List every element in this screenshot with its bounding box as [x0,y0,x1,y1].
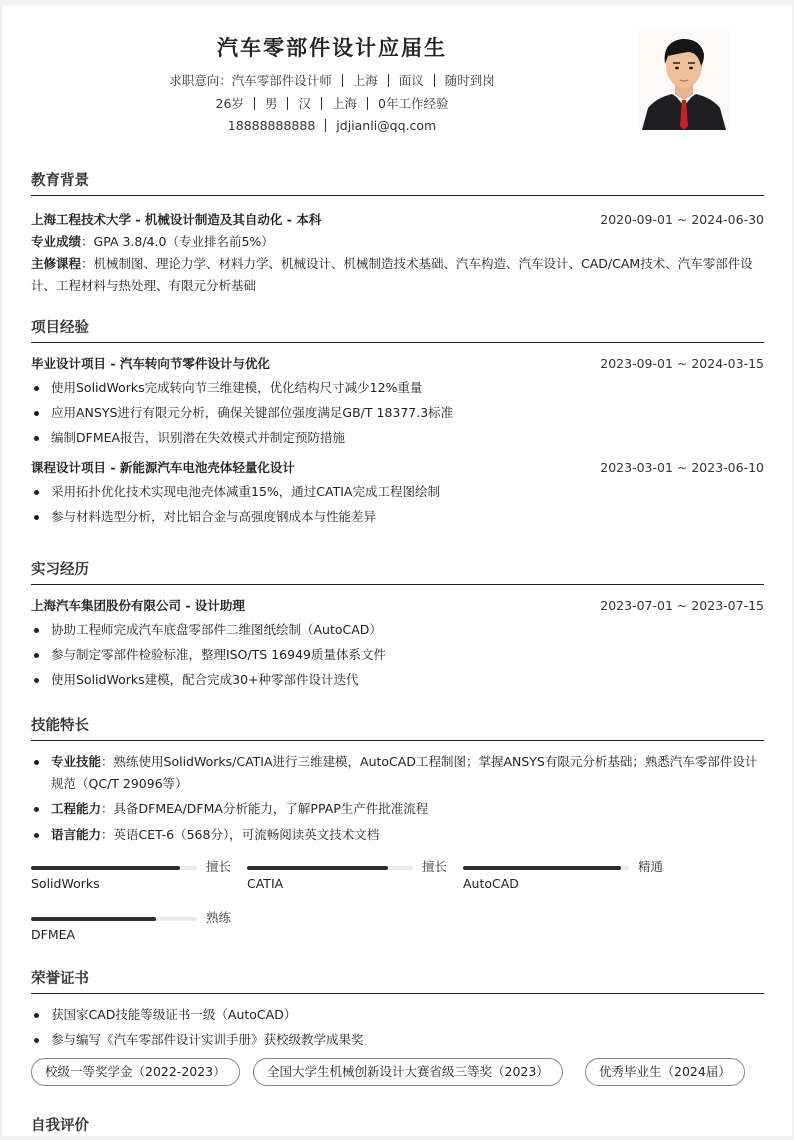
bar-level: 精通 [638,859,664,874]
bar-level: 熟练 [206,910,232,925]
dash: - [135,212,145,227]
bar-track [247,866,413,870]
email: jdjianli@qq.com [336,118,437,133]
courses-value: 机械制图、理论力学、材料力学、机械设计、机械制造技术基础、汽车构造、汽车设计、CAD/CAM技术、汽车零部件设计、工程材料与热处理、有限元分析基础 [31,256,753,293]
bar-track [31,917,197,921]
intent-label: 求职意向： [169,73,232,88]
internship-head [31,595,764,617]
degree: 本科 [296,212,322,227]
self-eval-section [31,1114,764,1140]
skills-section [31,714,764,968]
divider [434,74,435,87]
gender: 男 [264,96,278,111]
courses-label: 主修课程 [31,256,82,271]
phone: 18888888888 [227,118,316,133]
bar-fill [31,917,156,921]
resume-page [2,6,792,1136]
divider [388,74,389,87]
skill-label: 专业技能 [51,754,102,769]
bullet-item: 协助工程师完成汽车底盘零部件二维图纸绘制（AutoCAD） [31,617,764,642]
bar-fill [463,866,621,870]
bullet-item: 参与制定零部件检验标准，整理ISO/TS 16949质量体系文件 [31,642,764,667]
education-date: 2020-09-01 ~ 2024-06-30 [600,212,764,227]
bar-fill [247,866,388,870]
honors-title: 荣誉证书 [31,967,764,994]
skills-title: 技能特长 [31,714,764,741]
divider [254,97,255,110]
project-head [31,353,764,375]
self-eval-title: 自我评价 [31,1118,89,1134]
dash: - [110,460,120,475]
divider [342,74,343,87]
skill-bar-autocad [463,858,663,904]
education-title: 教育背景 [31,169,764,196]
skill-bar-catia [247,858,447,904]
honor-tag: 优秀毕业生（2024届） [585,1058,745,1086]
major: 机械设计制造及其自动化 [144,212,283,227]
resume-header [2,6,792,156]
dash: - [110,356,120,371]
project-bullets [31,479,764,529]
project-name: 毕业设计项目 [31,356,107,371]
skill-bar-solidworks [31,858,231,904]
bullet-item: 获国家CAD技能等级证书一级（AutoCAD） [31,1002,764,1027]
experience-years: 0年工作经验 [378,96,449,111]
skill-item [31,798,764,820]
bullet-item: 编制DFMEA报告，识别潜在失效模式并制定预防措施 [31,425,764,450]
divider [287,97,288,110]
project-bullets [31,375,764,450]
avatar-photo-icon [638,28,730,130]
gpa-value: GPA 3.8/4.0（专业排名前5%） [93,234,274,249]
candidate-name: 汽车零部件设计应届生 [217,36,447,60]
honors-bullets [31,1002,764,1052]
basic-info-line [2,94,662,112]
honor-tag: 校级一等奖学金（2022-2023） [31,1058,240,1086]
skill-item [31,751,764,795]
bar-track [463,866,629,870]
internship-role: 设计助理 [194,598,245,613]
skill-bar-dfmea [31,909,231,955]
bar-name: AutoCAD [463,876,519,891]
skill-label: 语言能力 [51,827,102,842]
avatar [638,28,730,130]
project-role: 汽车转向节零件设计与优化 [119,356,270,371]
intent-salary: 面议 [398,73,424,88]
bar-track [31,866,197,870]
bar-level: 擅长 [206,859,232,874]
intent-city: 上海 [352,73,378,88]
project-date: 2023-09-01 ~ 2024-03-15 [600,356,764,371]
skill-text: ：具备DFMEA/DFMA分析能力，了解PPAP生产件批准流程 [101,801,429,816]
honor-tags [31,1058,764,1092]
projects-section [31,316,764,529]
honors-section [31,967,764,1092]
age: 26岁 [215,96,244,111]
gpa-label: 专业成绩 [31,234,82,249]
bar-name: SolidWorks [31,876,100,891]
skill-text: ：熟练使用SolidWorks/CATIA进行三维建模，AutoCAD工程制图；掌握ANSYS有限元分析基础；熟悉汽车零部件设计规范（QC/T 29096等） [51,754,758,791]
bullet-item: 参与编写《汽车零部件设计实训手册》获校级教学成果奖 [31,1027,764,1052]
project-date: 2023-03-01 ~ 2023-06-10 [600,460,764,475]
divider [367,97,368,110]
project-role: 新能源汽车电池壳体轻量化设计 [119,460,295,475]
bar-fill [31,866,180,870]
project-head [31,457,764,479]
bullet-item: 使用SolidWorks完成转向节三维建模，优化结构尺寸减少12%重量 [31,375,764,400]
company-name: 上海汽车集团股份有限公司 [31,598,182,613]
internship-title: 实习经历 [31,558,764,585]
internship-section [31,558,764,692]
location: 上海 [331,96,357,111]
gpa-row: 专业成绩：GPA 3.8/4.0（专业排名前5%） [31,234,274,249]
courses-row: 主修课程：机械制图、理论力学、材料力学、机械设计、机械制造技术基础、汽车构造、汽车设计、CAD/CAM技术、汽车零部件设计、工程材料与热处理、有限元分析基础 [31,256,753,293]
honor-tag: 全国大学生机械创新设计大赛省级三等奖（2023） [253,1058,563,1086]
skill-label: 工程能力 [51,801,102,816]
bullet-item: 使用SolidWorks建模，配合完成30+种零部件设计迭代 [31,667,764,692]
ethnicity: 汉 [298,96,311,111]
dash: - [185,598,195,613]
divider [321,97,322,110]
intent-availability: 随时到岗 [444,73,495,88]
bullet-item: 采用拓扑优化技术实现电池壳体减重15%，通过CATIA完成工程图绘制 [31,479,764,504]
bar-level: 擅长 [422,859,448,874]
internship-bullets [31,617,764,692]
education-entry-head [31,209,764,231]
job-intent-line [2,71,662,89]
bullet-item: 应用ANSYS进行有限元分析，确保关键部位强度满足GB/T 18377.3标准 [31,400,764,425]
education-section [31,169,764,297]
bar-name: CATIA [247,876,284,891]
school-name: 上海工程技术大学 [31,212,132,227]
project-name: 课程设计项目 [31,460,107,475]
dash: - [286,212,297,227]
skill-item [31,824,764,846]
internship-date: 2023-07-01 ~ 2023-07-15 [600,598,764,613]
intent-position: 汽车零部件设计师 [231,73,332,88]
divider [325,119,326,132]
projects-title: 项目经验 [31,316,764,343]
skill-text: ：英语CET-6（568分），可流畅阅读英文技术文档 [101,827,380,842]
bar-name: DFMEA [31,927,76,942]
contact-line [2,118,662,133]
skills-bullets [31,751,764,846]
skill-bars [31,858,764,968]
bullet-item: 参与材料选型分析，对比铝合金与高强度钢成本与性能差异 [31,504,764,529]
